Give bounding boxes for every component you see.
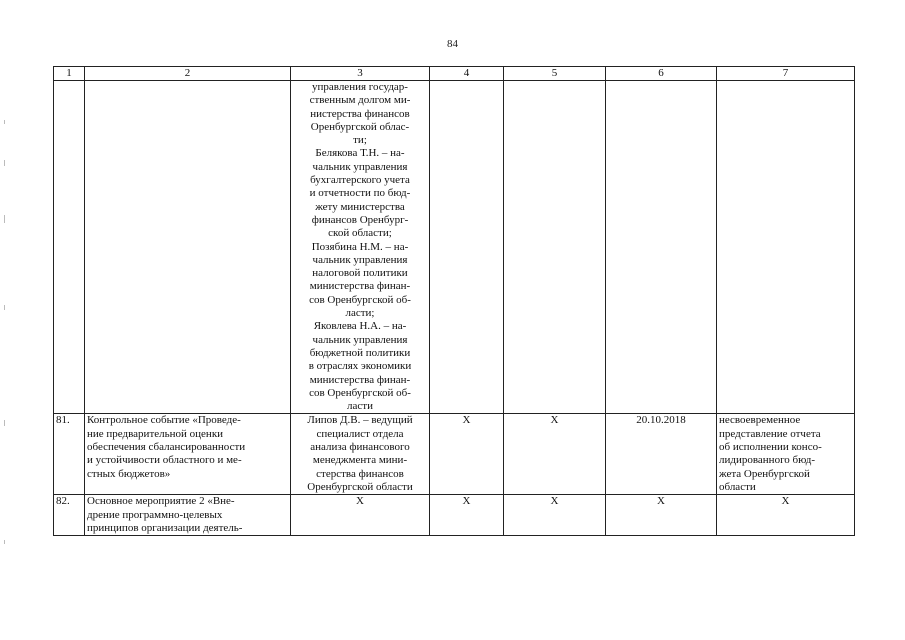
text-line: менеджмента мини- (312, 454, 408, 467)
text-line: Основное мероприятие 2 «Вне- (87, 495, 235, 508)
event-name-cell (85, 414, 291, 495)
table-cell: Х (504, 495, 606, 536)
text-line: анализа финансового (310, 441, 410, 454)
text-line: представление отчета (719, 427, 821, 440)
text-line: сов Оренбургской об- (309, 386, 411, 399)
column-header: 6 (606, 67, 717, 81)
text-line: налоговой политики (312, 267, 408, 280)
text-line: и устойчивости областного и ме- (87, 454, 242, 467)
table-cell: Х (430, 495, 504, 536)
text-line: ласти (347, 400, 373, 413)
text-line: Контрольное событие «Проведе- (87, 414, 241, 427)
text-line: чальник управления (312, 160, 408, 173)
text-line: ние предварительной оценки (87, 427, 224, 440)
table-cell (54, 81, 85, 414)
table-header-row (54, 67, 855, 81)
text-line: Белякова Т.Н. – на- (315, 147, 405, 160)
text-line: жету министерства (315, 200, 405, 213)
risk-cell (717, 414, 855, 495)
text-line: Оренбургской области (307, 480, 413, 493)
column-header: 7 (717, 67, 855, 81)
text-line: финансов Оренбург- (311, 213, 409, 226)
report-table (53, 66, 855, 536)
text-line: стерства финансов (316, 467, 404, 480)
text-line: нистерства финансов (310, 107, 410, 120)
text-line: и отчетности по бюд- (309, 187, 411, 200)
column-header: 5 (504, 67, 606, 81)
text-line: чальник управления (312, 253, 408, 266)
text-line: обеспечения сбалансированности (87, 441, 246, 454)
table-cell: Х (430, 414, 504, 495)
text-line: жета Оренбургской (719, 467, 810, 480)
table-cell: Х (717, 495, 855, 536)
row-number: 81. (54, 414, 85, 495)
column-header: 1 (54, 67, 85, 81)
table-row-continuation (54, 81, 855, 414)
column-header: 4 (430, 67, 504, 81)
responsible-persons-cell (291, 81, 430, 414)
text-line: специалист отдела (316, 427, 404, 440)
table-cell (504, 81, 606, 414)
table-cell (85, 81, 291, 414)
text-line: сов Оренбургской об- (309, 293, 411, 306)
table-cell (606, 81, 717, 414)
event-name-cell (85, 495, 291, 536)
column-header: 2 (85, 67, 291, 81)
table-cell (717, 81, 855, 414)
date-cell: 20.10.2018 (606, 414, 717, 495)
text-line: лидированного бюд- (719, 454, 816, 467)
text-line: Яковлева Н.А. – на- (313, 320, 407, 333)
page-number: 84 (447, 38, 458, 50)
text-line: ласти; (345, 307, 375, 320)
text-line: бюджетной политики (309, 346, 411, 359)
text-line: несвоевременное (719, 414, 801, 427)
table-cell: Х (606, 495, 717, 536)
text-line: бухгалтерского учета (310, 174, 410, 187)
table-cell (430, 81, 504, 414)
text-line: области (719, 480, 756, 493)
text-line: дрение программно-целевых (87, 508, 223, 521)
text-line: принципов организации деятель- (87, 521, 243, 534)
row-number: 82. (54, 495, 85, 536)
responsible-person-cell (291, 414, 430, 495)
table-cell: Х (504, 414, 606, 495)
column-header: 3 (291, 67, 430, 81)
table-cell: Х (291, 495, 430, 536)
scan-margin-marks (4, 120, 8, 600)
text-line: министерства финан- (309, 373, 411, 386)
text-line: ственным долгом ми- (309, 94, 411, 107)
table-row-81 (54, 414, 855, 495)
text-line: ти; (353, 134, 367, 147)
text-line: Позябина Н.М. – на- (311, 240, 409, 253)
text-line: Липов Д.В. – ведущий (307, 414, 413, 427)
text-line: чальник управления (312, 333, 408, 346)
table-row-82 (54, 495, 855, 536)
text-line: ской области; (328, 227, 392, 240)
text-line: в отраслях экономики (308, 360, 412, 373)
text-line: об исполнении консо- (719, 441, 822, 454)
text-line: Оренбургской облас- (310, 120, 410, 133)
text-line: стных бюджетов» (87, 467, 171, 480)
text-line: министерства финан- (309, 280, 411, 293)
text-line: управления государ- (312, 81, 408, 93)
